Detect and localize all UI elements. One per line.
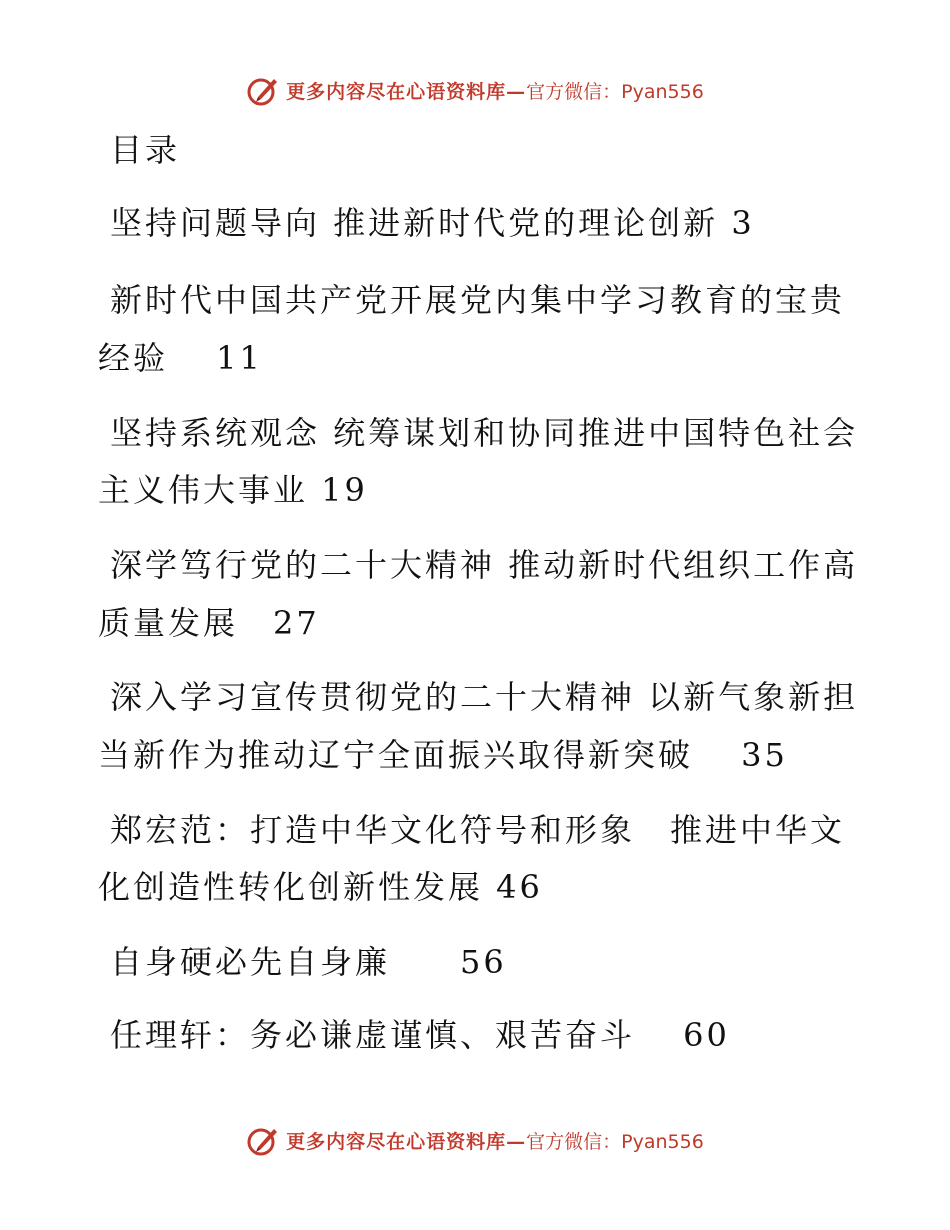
banner-text: 更多内容尽在心语资料库— <box>286 80 527 103</box>
banner-wechat: 官方微信：Pyan556 <box>526 1130 704 1153</box>
toc-entry-4-line-1: 深学笃行党的二十大精神 推动新时代组织工作高 <box>110 546 859 584</box>
quill-pen-logo-icon <box>246 1123 280 1157</box>
banner-text: 更多内容尽在心语资料库— <box>286 1130 527 1153</box>
toc-entry-6-line-1: 郑宏范：打造中华文化符号和形象 推进中华文 <box>110 811 846 849</box>
toc-entry-3-line-2: 主义伟大事业 19 <box>98 471 368 509</box>
toc-entry-6-line-2: 化创造性转化创新性发展 46 <box>98 868 543 906</box>
toc-entry-8: 任理轩：务必谦虚谨慎、艰苦奋斗 60 <box>110 1016 730 1054</box>
toc-entry-3-line-1: 坚持系统观念 统筹谋划和协同推进中国特色社会 <box>110 414 859 452</box>
footer-banner <box>0 1120 950 1160</box>
toc-entry-5-line-2: 当新作为推动辽宁全面振兴取得新突破 35 <box>98 736 788 774</box>
header-banner <box>0 70 950 110</box>
toc-entry-2-line-2: 经验 11 <box>98 339 263 377</box>
toc-title: 目录 <box>110 131 181 169</box>
toc-entry-5-line-1: 深入学习宣传贯彻党的二十大精神 以新气象新担 <box>110 678 859 716</box>
toc-entry-7: 自身硬必先自身廉 56 <box>110 943 507 981</box>
banner-wechat: 官方微信：Pyan556 <box>526 80 704 103</box>
toc-entry-4-line-2: 质量发展 27 <box>98 604 320 642</box>
quill-pen-logo-icon <box>246 73 280 107</box>
toc-entry-2-line-1: 新时代中国共产党开展党内集中学习教育的宝贵 <box>110 281 846 319</box>
toc-entry-1: 坚持问题导向 推进新时代党的理论创新 3 <box>110 204 755 242</box>
